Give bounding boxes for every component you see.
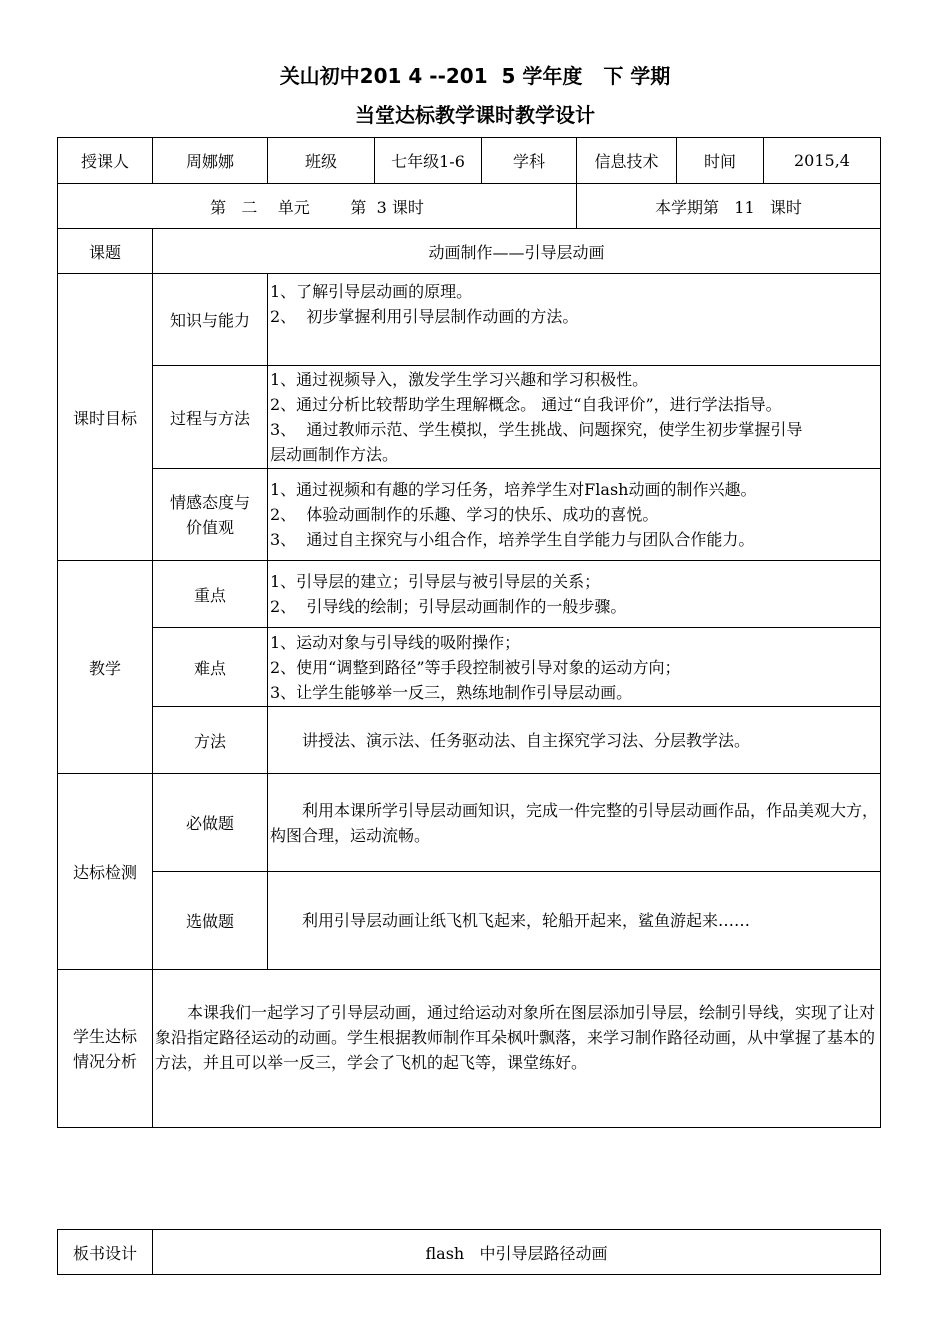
teaching-label: 教学 [58, 561, 153, 774]
required-content: 利用本课所学引导层动画知识，完成一件完整的引导层动画作品，作品美观大方，构图合理，运动流畅。 [268, 774, 881, 872]
topic-value: 动画制作——引导层动画 [153, 229, 881, 274]
difficult-label: 难点 [153, 628, 268, 707]
analysis-label-line: 学生达标 [72, 1026, 137, 1046]
required-label: 必做题 [153, 774, 268, 872]
board-design-table [57, 1229, 881, 1275]
list-item: 1、引导层的建立；引导层与被引导层的关系； [270, 572, 601, 591]
time-label: 时间 [677, 138, 764, 184]
teaching-key-row [58, 561, 881, 628]
process-content [268, 366, 881, 469]
key-content [268, 561, 881, 628]
list-item: 2、 体验动画制作的乐趣、学习的快乐、成功的喜悦。 [270, 505, 659, 524]
list-item: 3、 通过自主探究与小组合作，培养学生自学能力与团队合作能力。 [270, 530, 755, 549]
list-item: 1、通过视频和有趣的学习任务，培养学生对Flash动画的制作兴趣。 [270, 480, 757, 499]
board-content: flash 中引导层路径动画 [153, 1230, 881, 1275]
subject-label: 学科 [482, 138, 577, 184]
list-item: 2、 引导线的绘制；引导层动画制作的一般步骤。 [270, 597, 627, 616]
check-label: 达标检测 [58, 774, 153, 970]
list-item: 1、运动对象与引导线的吸附操作； [270, 632, 521, 652]
document-subtitle: 当堂达标教学课时教学设计 [355, 103, 595, 127]
list-item: 层动画制作方法。 [270, 445, 399, 464]
objective-process-row [58, 366, 881, 469]
objectives-label: 课时目标 [58, 274, 153, 561]
board-design-row [58, 1230, 881, 1275]
lesson-plan-table [57, 137, 881, 1128]
teacher-label: 授课人 [58, 138, 153, 184]
topic-label: 课题 [58, 229, 153, 274]
optional-label: 选做题 [153, 872, 268, 970]
method-content: 讲授法、演示法、任务驱动法、自主探究学习法、分层教学法。 [268, 707, 881, 774]
check-optional-row [58, 872, 881, 970]
objective-knowledge-row [58, 274, 881, 366]
subject-value: 信息技术 [577, 138, 677, 184]
list-item: 2、通过分析比较帮助学生理解概念。 通过“自我评价”，进行学法指导。 [270, 395, 782, 414]
teaching-difficult-row [58, 628, 881, 707]
list-item: 2、 初步掌握利用引导层制作动画的方法。 [270, 307, 579, 326]
board-label: 板书设计 [58, 1230, 153, 1275]
analysis-label [58, 970, 153, 1128]
teaching-method-row [58, 707, 881, 774]
key-label: 重点 [153, 561, 268, 628]
semester-lesson-number: 本学期第 11 课时 [577, 184, 881, 229]
unit-row [58, 184, 881, 229]
emotion-content [268, 469, 881, 561]
teacher-value: 周娜娜 [153, 138, 268, 184]
knowledge-content [268, 274, 881, 366]
info-row [58, 138, 881, 184]
class-value: 七年级1-6 [375, 138, 482, 184]
objective-emotion-row [58, 469, 881, 561]
knowledge-label: 知识与能力 [153, 274, 268, 366]
unit-info: 第 二 单元 第 3 课时 [58, 184, 577, 229]
time-value: 2015,4 [764, 138, 881, 184]
list-item: 3、让学生能够举一反三，熟练地制作引导层动画。 [270, 682, 633, 702]
document-title: 关山初中201 4 --201 5 学年度 下 学期 [279, 64, 671, 88]
emotion-label-line: 情感态度与 [169, 492, 250, 512]
analysis-content: 本课我们一起学习了引导层动画，通过给运动对象所在图层添加引导层，绘制引导线，实现了让对象沿指定路径运动的动画。学生根据教师制作耳朵枫叶飘落，来学习制作路径动画，从中掌握了基本的方法，并且可以举一反三，学会了飞机的起飞等，课堂练好。 [153, 970, 881, 1128]
emotion-label [153, 469, 268, 561]
topic-row [58, 229, 881, 274]
optional-content: 利用引导层动画让纸飞机飞起来，轮船开起来，鲨鱼游起来…… [268, 872, 881, 970]
analysis-label-line: 情况分析 [72, 1051, 137, 1071]
list-item: 1、了解引导层动画的原理。 [270, 282, 473, 301]
analysis-row [58, 970, 881, 1128]
check-required-row [58, 774, 881, 872]
method-label: 方法 [153, 707, 268, 774]
difficult-content [268, 628, 881, 707]
list-item: 2、使用“调整到路径”等手段控制被引导对象的运动方向； [270, 657, 681, 677]
class-label: 班级 [268, 138, 375, 184]
list-item: 1、通过视频导入，激发学生学习兴趣和学习积极性。 [270, 370, 649, 389]
emotion-label-line: 价值观 [185, 517, 234, 537]
process-label: 过程与方法 [153, 366, 268, 469]
list-item: 3、 通过教师示范、学生模拟，学生挑战、问题探究，使学生初步掌握引导 [270, 420, 803, 439]
